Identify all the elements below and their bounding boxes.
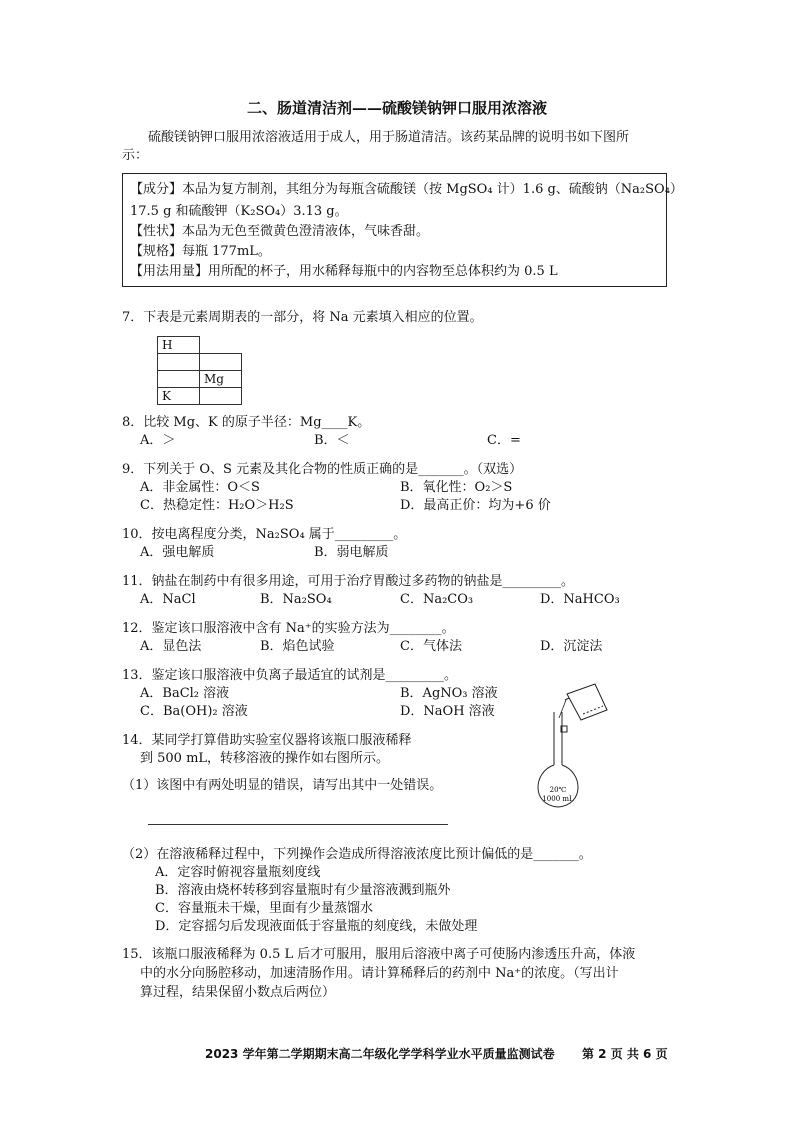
q12-option-a[interactable]: A．显色法 <box>140 639 202 654</box>
cell-blank[interactable] <box>200 354 242 371</box>
q14-option-a[interactable]: A．定容时俯视容量瓶刻度线 <box>155 865 321 880</box>
intro-line-1: 硫酸镁钠钾口服用浓溶液适用于成人，用于肠道清洁。该药某品牌的说明书如下图所 <box>148 130 630 145</box>
q14-stem-1: 14．某同学打算借助实验室仪器将该瓶口服液稀释 <box>122 733 412 748</box>
box-line-4: 【规格】每瓶 177mL。 <box>130 244 271 259</box>
q11-stem: 11．钠盐在制药中有很多用途，可用于治疗胃酸过多药物的钠盐是_________。 <box>122 574 575 589</box>
volumetric-flask-figure <box>525 680 625 810</box>
footer-exam-title: 2023 学年第二学期期末高二年级化学学科学业水平质量监测试卷 <box>205 1047 555 1061</box>
section-title: 二、肠道清洁剂——硫酸镁钠钾口服用浓溶液 <box>246 99 547 117</box>
q9-option-d[interactable]: D．最高正价：均为+6 价 <box>400 498 551 513</box>
q14-option-d[interactable]: D．定容摇匀后发现液面低于容量瓶的刻度线，未做处理 <box>155 919 478 934</box>
q8-option-b[interactable]: B．＜ <box>314 433 350 448</box>
q8-stem: 8．比较 Mg、K 的原子半径：Mg____K。 <box>122 415 371 430</box>
q9-option-c[interactable]: C．热稳定性：H₂O＞H₂S <box>140 498 294 513</box>
q11-option-d[interactable]: D．NaHCO₃ <box>540 592 620 607</box>
q8-option-a[interactable]: A．＞ <box>140 433 176 448</box>
q11-option-b[interactable]: B．Na₂SO₄ <box>260 592 332 607</box>
q11-option-a[interactable]: A．NaCl <box>140 592 196 607</box>
q13-option-b[interactable]: B．AgNO₃ 溶液 <box>400 686 498 701</box>
box-line-1: 【成分】本品为复方制剂，其组分为每瓶含硫酸镁（按 MgSO₄ 计）1.6 g、硫酸钠（Na₂SO₄） <box>130 182 683 197</box>
cell-blank[interactable] <box>200 388 242 405</box>
footer-page-number: 第 2 页 共 6 页 <box>582 1047 668 1061</box>
q14-part2: （2）在溶液稀释过程中，下列操作会造成所得溶液浓度比预计偏低的是_______。 <box>122 847 592 862</box>
q13-option-d[interactable]: D．NaOH 溶液 <box>400 704 495 719</box>
q7-stem: 7．下表是元素周期表的一部分，将 Na 元素填入相应的位置。 <box>122 310 483 325</box>
cell-blank[interactable] <box>158 354 200 371</box>
q9-option-a[interactable]: A．非金属性：O＜S <box>140 480 260 495</box>
q10-option-a[interactable]: A．强电解质 <box>140 545 215 560</box>
cell-blank[interactable] <box>158 371 200 388</box>
q8-option-c[interactable]: C．= <box>487 433 521 448</box>
q13-option-c[interactable]: C．Ba(OH)₂ 溶液 <box>140 704 248 719</box>
cell-h: H <box>158 337 200 354</box>
q13-option-a[interactable]: A．BaCl₂ 溶液 <box>140 686 230 701</box>
q9-stem: 9．下列关于 O、S 元素及其化合物的性质正确的是_______。（双选） <box>122 462 523 477</box>
flask-volume-label: 1000 mL <box>542 795 574 803</box>
q10-stem: 10．按电离程度分类，Na₂SO₄ 属于_________。 <box>122 527 407 542</box>
box-line-2: 17.5 g 和硫酸钾（K₂SO₄）3.13 g。 <box>130 204 348 219</box>
intro-line-2: 示： <box>122 148 149 163</box>
beaker-icon <box>567 684 607 720</box>
q15-line-1: 15．该瓶口服液稀释为 0.5 L 后才可服用，服用后溶液中离子可使肠内渗透压升高，体液 <box>122 947 636 962</box>
q10-option-b[interactable]: B．弱电解质 <box>314 545 389 560</box>
q12-option-b[interactable]: B．焰色试验 <box>260 639 335 654</box>
cell-k: K <box>158 388 200 405</box>
q14-stem-2: 到 500 mL，转移溶液的操作如右图所示。 <box>140 751 390 766</box>
q14-part1: （1）该图中有两处明显的错误，请写出其中一处错误。 <box>122 778 443 793</box>
box-line-3: 【性状】本品为无色至微黄色澄清液体，气味香甜。 <box>130 224 430 239</box>
flask-temp-label: 20℃ <box>549 786 567 794</box>
q14-option-b[interactable]: B．溶液由烧杯转移到容量瓶时有少量溶液溅到瓶外 <box>155 883 451 898</box>
q13-stem: 13．鉴定该口服溶液中负离子最适宜的试剂是_________。 <box>122 668 458 683</box>
q14-answer-line[interactable] <box>148 824 448 825</box>
cell-empty <box>200 337 242 354</box>
q15-line-2: 中的水分向肠腔移动，加速清肠作用。请计算稀释后的药剂中 Na⁺的浓度。（写出计 <box>140 966 619 981</box>
q12-stem: 12．鉴定该口服溶液中含有 Na⁺的实验方法为________。 <box>122 621 455 636</box>
box-line-5: 【用法用量】用所配的杯子，用水稀释每瓶中的内容物至总体积约为 0.5 L <box>130 264 558 279</box>
q11-option-c[interactable]: C．Na₂CO₃ <box>400 592 474 607</box>
q12-option-d[interactable]: D．沉淀法 <box>540 639 603 654</box>
cell-mg: Mg <box>200 371 242 388</box>
q12-option-c[interactable]: C．气体法 <box>400 639 462 654</box>
q9-option-b[interactable]: B．氧化性：O₂＞S <box>400 480 513 495</box>
q14-option-c[interactable]: C．容量瓶未干燥，里面有少量蒸馏水 <box>155 901 373 916</box>
periodic-table-fragment <box>157 336 242 405</box>
q15-line-3: 算过程，结果保留小数点后两位） <box>140 985 336 1000</box>
